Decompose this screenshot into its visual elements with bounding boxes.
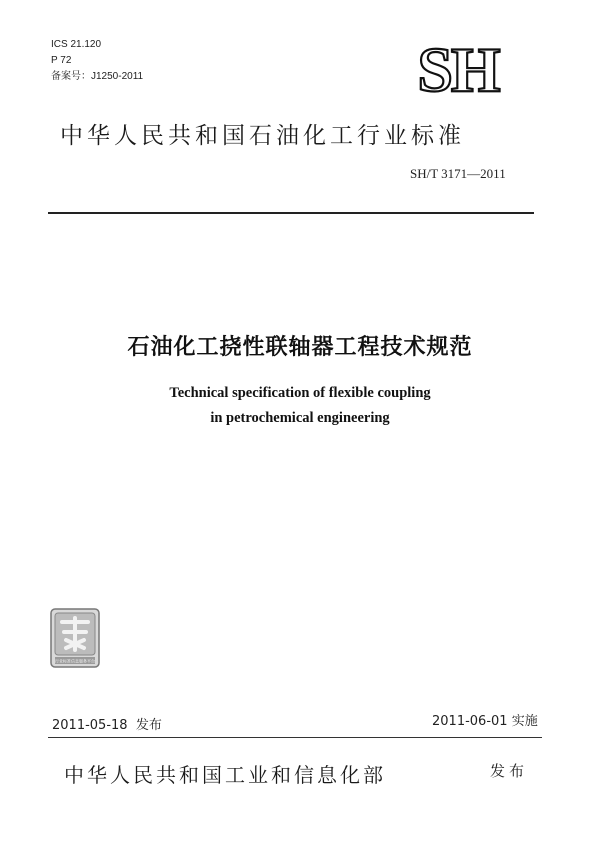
standard-number: SH/T 3171—2011: [410, 166, 506, 181]
issuing-action: 发布: [490, 762, 529, 780]
filing-number: 备案号：J1250-2011: [51, 71, 144, 82]
document-title-cn: 石油化工挠性联轴器工程技术规范: [127, 335, 473, 360]
category-code: P 72: [51, 55, 72, 66]
document-title-en-line2: in petrochemical engineering: [210, 410, 390, 426]
publish-label: 发布: [135, 718, 162, 733]
classification-block: [51, 37, 143, 85]
publish-date-line: [52, 714, 162, 733]
standard-category-heading: 中华人民共和国石油化工行业标准: [60, 123, 465, 149]
certification-stamp: [50, 608, 100, 668]
implement-label: 实施: [511, 714, 538, 729]
stamp-caption: 行业标准信息服务平台: [55, 658, 95, 664]
issuing-authority: 中华人民共和国工业和信息化部: [64, 763, 386, 787]
implement-date-line: [432, 710, 538, 729]
publish-date: 2011-05-18: [52, 718, 128, 733]
sh-logo: [398, 38, 518, 100]
ics-code: ICS 21.120: [51, 39, 102, 50]
header-divider: [48, 212, 534, 214]
implement-date: 2011-06-01: [432, 714, 508, 729]
document-title-en: [0, 381, 600, 431]
document-title-en-line1: Technical specification of flexible coupling: [169, 385, 431, 401]
sh-logo-text: SH: [417, 38, 499, 100]
footer-divider: [48, 737, 542, 738]
